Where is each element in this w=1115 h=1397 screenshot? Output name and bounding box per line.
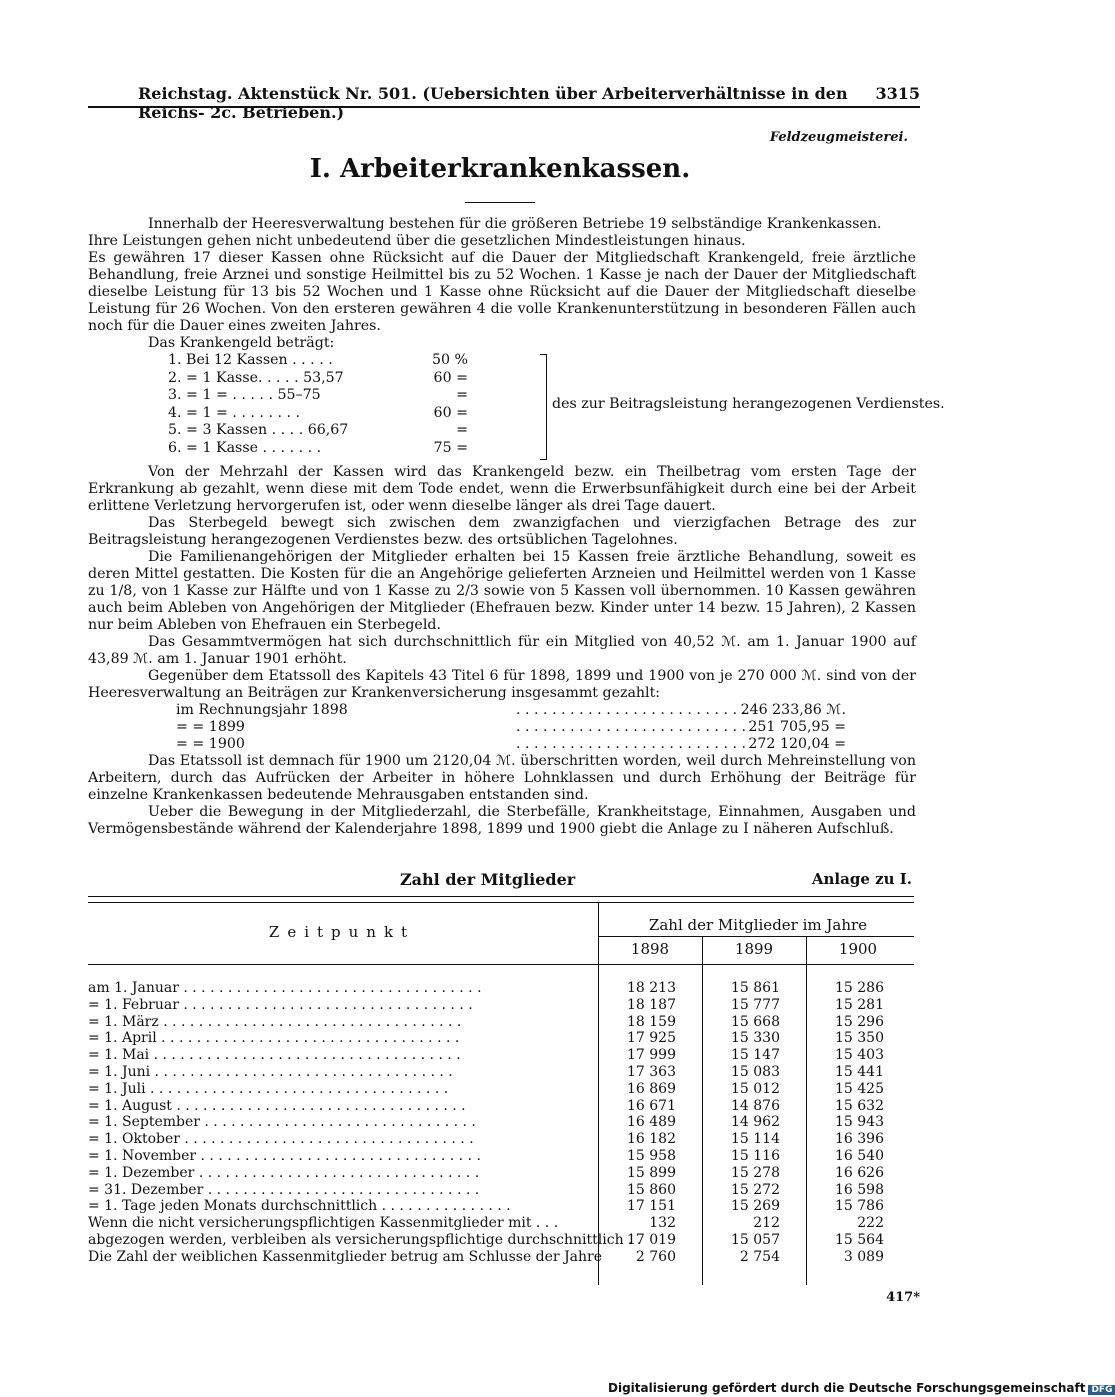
table-row: = 1. Tage jeden Monats durchschnittlich . . . . . . . . . . . . . . . 17 151 15 269 15 786: [88, 1198, 884, 1215]
para-2: Das Sterbegeld bewegt sich zwischen dem zwanzigfachen und vierzigfachen Betrage des zur Beitragsleistung herangezogenen Verdienstes bezw. des ortsüblichen Tagelohnes.: [88, 515, 916, 548]
table-rule: [88, 964, 914, 965]
table-rule: [88, 902, 914, 903]
table-row: abgezogen werden, verbleiben als versicherungspflichtige durchschnittlich . . 17 019 15 057 15 564: [88, 1231, 884, 1248]
table-annex-label: Anlage zu I.: [811, 870, 912, 888]
section-title: I. Arbeiterkrankenkassen.: [309, 154, 691, 184]
year-header: 1898: [630, 940, 670, 958]
column-header-zeitpunkt: Zeitpunkt: [268, 923, 416, 941]
table-row: = 1. Februar . . . . . . . . . . . . . . . . . . . . . . . . . . . . . . . . . 18 187 15 777 15 281: [88, 996, 884, 1013]
table-row: = 1. Juni . . . . . . . . . . . . . . . . . . . . . . . . . . . . . . . . . . 17 363 15 083 15 441: [88, 1063, 884, 1080]
table-row: Wenn die nicht versicherungspflichtigen Kassenmitglieder mit . . . 132 212 222: [88, 1215, 884, 1232]
para-3: Die Familienangehörigen der Mitglieder erhalten bei 15 Kassen freie ärztliche Behandlung, soweit es deren Mittel gestatten. Die Kosten für die an Angehörige gelieferten Arzneien und Heilmittel werden von 1 Kasse zu 1/8, von 1 Kasse zur Hälfte und von 1 Kasse zu 2/3 sowie von 5 Kassen voll übernommen. 10 Kassen gewähren auch beim Ableben von Angehörigen der Mitglieder (Ehefrauen bezw. Kinder unter 14 bezw. 15 Jahren), 2 Kassen nur beim Ableben von Ehefrauen ein Sterbegeld.: [88, 549, 916, 633]
table-row: = 1. Juli . . . . . . . . . . . . . . . . . . . . . . . . . . . . . . . . . . 16 869 15 012 15 425: [88, 1080, 884, 1097]
table-row: am 1. Januar . . . . . . . . . . . . . . . . . . . . . . . . . . . . . . . . . . 18 213 15 861 15 286: [88, 980, 884, 996]
department-label: Feldzeugmeisterei.: [769, 130, 908, 145]
table-row: = 1. März . . . . . . . . . . . . . . . . . . . . . . . . . . . . . . . . . . 18 159 15 668 15 296: [88, 1013, 884, 1030]
payment-row: = = 1900 . . . . . . . . . . . . . . . . . . . . . . . . . . 272 120,04 =: [176, 736, 846, 752]
para-5: Gegenüber dem Etatssoll des Kapitels 43 Titel 6 für 1898, 1899 und 1900 von je 270 000 ℳ. sind von der Heeresverwaltung an Beiträgen zur Krankenversicherung insgesammt gezahlt:: [88, 668, 916, 701]
header-page-number: 3315: [875, 84, 920, 103]
krankengeld-lead: Das Krankengeld beträgt:: [148, 335, 335, 351]
krankengeld-row: 3. = 1 = . . . . . 55–75 =: [168, 387, 468, 403]
table-row: = 1. Dezember . . . . . . . . . . . . . . . . . . . . . . . . . . . . . . . . 15 899 15 278 16 626: [88, 1164, 884, 1181]
table-row: = 1. September . . . . . . . . . . . . . . . . . . . . . . . . . . . . . . . 16 489 14 962 15 943: [88, 1114, 884, 1131]
header-text: Reichstag. Aktenstück Nr. 501. (Uebersichten über Arbeiterverhältnisse in den Reichs- 2c. Betrieben.): [138, 84, 848, 122]
intro-para-2: Ihre Leistungen gehen nicht unbedeutend über die gesetzlichen Mindestleistungen hinaus.: [88, 233, 746, 249]
intro-para-1: Innerhalb der Heeresverwaltung bestehen für die größeren Betriebe 19 selbständige Krankenkassen.: [148, 216, 882, 232]
para-7: Ueber die Bewegung in der Mitgliederzahl, die Sterbefälle, Krankheitstage, Einnahmen, Ausgaben und Vermögensbestände während der Kalenderjahre 1898, 1899 und 1900 giebt die Anlage zu I näheren Aufschluß.: [88, 804, 916, 837]
krankengeld-row: 1. Bei 12 Kassen . . . . . 50 %: [168, 352, 468, 368]
para-1: Von der Mehrzahl der Kassen wird das Krankengeld bezw. ein Theilbetrag vom ersten Tage der Erkrankung ab gezahlt, wenn diese mit dem Tode endet, wenn die Erwerbsunfähigkeit durch eine bei der Arbeit erlittene Verletzung hervorgerufen ist, oder wenn dieselbe länger als drei Tage dauert.: [88, 464, 916, 514]
table-row: = 1. Oktober . . . . . . . . . . . . . . . . . . . . . . . . . . . . . . . . . 16 182 15 114 16 396: [88, 1131, 884, 1148]
payment-row: = = 1899 . . . . . . . . . . . . . . . . . . . . . . . . . . 251 705,95 =: [176, 719, 846, 735]
intro-para-3: Es gewähren 17 dieser Kassen ohne Rücksicht auf die Dauer der Mitgliedschaft Krankengeld, freie ärztliche Behandlung, freie Arznei und sonstige Heilmittel bis zu 52 Wochen. 1 Kasse je nach der Dauer der Mitgliedschaft dieselbe Leistung für 13 bis 52 Wochen und 1 Kasse ohne Rücksicht auf die Dauer der Mitgliedschaft dieselbe Leistung für 26 Wochen. Von den ersteren gewähren 4 die volle Krankenunterstützung in besonderen Fällen auch noch für die Dauer eines zweiten Jahres.: [88, 250, 916, 334]
krankengeld-row: 2. = 1 Kasse. . . . . 53,57 60 =: [168, 369, 468, 386]
year-header: 1900: [838, 940, 878, 958]
column-group-header: Zahl der Mitglieder im Jahre: [648, 916, 868, 934]
sheet-number: 417*: [886, 1290, 920, 1305]
brace: [540, 354, 547, 460]
krankengeld-note: des zur Beitragsleistung herangezogenen Verdienstes.: [552, 396, 945, 412]
table-rule: [598, 936, 914, 937]
table-title: Zahl der Mitglieder: [400, 870, 576, 889]
para-6: Das Etatssoll ist demnach für 1900 um 2120,04 ℳ. überschritten worden, weil durch Mehreinstellung von Arbeitern, durch das Aufrücken der Arbeiter in höhere Lohnklassen und durch Erhöhung der Beiträge für einzelne Krankenkassen bedeutende Mehrausgaben entstanden sind.: [88, 753, 916, 803]
para-4: Das Gesammtvermögen hat sich durchschnittlich für ein Mitglied von 40,52 ℳ. am 1. Januar 1900 auf 43,89 ℳ. am 1. Januar 1901 erhöht.: [88, 634, 916, 667]
running-header: [138, 84, 920, 122]
krankengeld-row: 6. = 1 Kasse . . . . . . . 75 =: [168, 439, 468, 456]
krankengeld-row: 5. = 3 Kassen . . . . 66,67 =: [168, 422, 468, 438]
footer: [608, 1381, 1115, 1395]
krankengeld-row: 4. = 1 = . . . . . . . . 60 =: [168, 404, 468, 421]
table-row: = 31. Dezember . . . . . . . . . . . . . . . . . . . . . . . . . . . . . . . 15 860 15 272 16 598: [88, 1181, 884, 1198]
table-body: [88, 980, 914, 1266]
table-rule: [88, 896, 914, 897]
payment-row: im Rechnungsjahr 1898 . . . . . . . . . . . . . . . . . . . . . . . . . . 246 233,86 ℳ.: [176, 702, 846, 718]
year-header: 1899: [734, 940, 774, 958]
krankengeld-list: [88, 352, 945, 462]
table-row: = 1. August . . . . . . . . . . . . . . . . . . . . . . . . . . . . . . . . . 16 671 14 876 15 632: [88, 1097, 884, 1114]
table-row: = 1. November . . . . . . . . . . . . . . . . . . . . . . . . . . . . . . . . 15 958 15 116 16 540: [88, 1147, 884, 1164]
table-row: Die Zahl der weiblichen Kassenmitglieder betrug am Schlusse der Jahre 2 760 2 754 3 089: [88, 1248, 884, 1265]
table-row: = 1. April . . . . . . . . . . . . . . . . . . . . . . . . . . . . . . . . . . 17 925 15 330 15 350: [88, 1030, 884, 1047]
header-rule: [88, 106, 920, 108]
dfg-logo: DFG: [1088, 1385, 1115, 1395]
payments-list: [88, 702, 916, 753]
table-row: = 1. Mai . . . . . . . . . . . . . . . . . . . . . . . . . . . . . . . . . . . 17 999 15 147 15 403: [88, 1047, 884, 1064]
body-text: [88, 216, 945, 838]
title-rule: [465, 202, 535, 203]
footer-text: Digitalisierung gefördert durch die Deutsche Forschungsgemeinschaft: [608, 1381, 1086, 1395]
